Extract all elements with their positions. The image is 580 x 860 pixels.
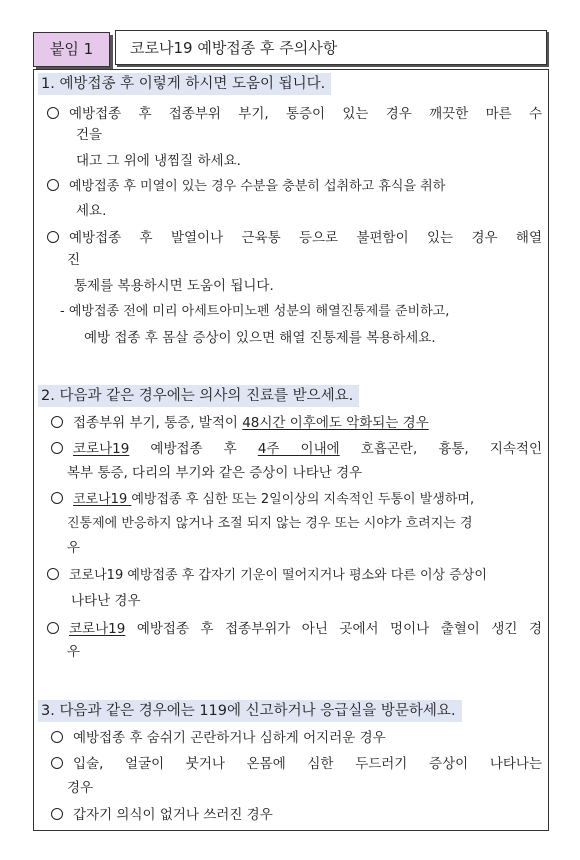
section-1-heading: 1. 예방접종 후 이렇게 하시면 도움이 됩니다.: [38, 73, 331, 95]
circle-bullet-icon: [51, 492, 63, 504]
circle-bullet-icon: [47, 179, 59, 191]
circle-bullet-icon: [51, 808, 63, 820]
sub-item-continuation: 예방 접종 후 몸살 증상이 있으면 해열 진통제를 복용하세요.: [84, 330, 436, 346]
list-item-continuation: 우: [67, 644, 81, 660]
list-item: 갑자기 의식이 없거나 쓰러진 경우: [51, 805, 273, 825]
list-item: 예방접종 후 접종부위 부기, 통증이 있는 경우 깨끗한 마른 수: [34, 104, 550, 124]
list-item-continuation: 경우: [67, 780, 94, 796]
list-item: 입술, 얼굴이 붓거나 온몸에 심한 두드러기 증상이 나타나는: [34, 754, 550, 774]
sub-item: - 예방접종 전에 미리 아세트아미노펜 성분의 해열진통제를 준비하고,: [60, 304, 450, 319]
list-item-continuation: 진: [67, 252, 81, 268]
circle-bullet-icon: [51, 731, 63, 743]
section-3-heading: 3. 다음과 같은 경우에는 119에 신고하거나 응급실을 방문하세요.: [38, 700, 462, 722]
list-item: 예방접종 후 발열이나 근육통 등으로 불편함이 있는 경우 해열: [34, 228, 550, 248]
circle-bullet-icon: [51, 757, 63, 769]
content-box: [33, 69, 549, 831]
list-item-continuation: 복부 통증, 다리의 부기와 같은 증상이 나타난 경우: [67, 465, 363, 481]
circle-bullet-icon: [47, 622, 59, 634]
attachment-tag: 붙임 1: [33, 32, 110, 67]
list-item: 접종부위 부기, 통증, 발적이 48시간 이후에도 악화되는 경우: [51, 413, 429, 433]
list-item-continuation: 우: [67, 540, 81, 556]
list-item: 예방접종 후 숨쉬기 곤란하거나 심하게 어지러운 경우: [51, 728, 386, 748]
list-item-continuation: 건을: [76, 127, 103, 143]
circle-bullet-icon: [47, 568, 59, 580]
document-title: 코로나19 예방접종 후 주의사항: [115, 30, 547, 65]
section-2-heading: 2. 다음과 같은 경우에는 의사의 진료를 받으세요.: [38, 385, 359, 407]
list-item-continuation: 대고 그 위에 냉찜질 하세요.: [76, 153, 241, 169]
circle-bullet-icon: [47, 107, 59, 119]
circle-bullet-icon: [47, 231, 59, 243]
list-item-continuation: 진통제에 반응하지 않거나 조절 되지 않는 경우 또는 시야가 흐려지는 경: [67, 516, 473, 531]
list-item: 코로나19 예방접종 후 접종부위가 아닌 곳에서 멍이나 출혈이 생긴 경: [34, 619, 550, 639]
list-item: 예방접종 후 미열이 있는 경우 수분을 충분히 섭취하고 휴식을 취하: [34, 177, 550, 197]
list-item: 코로나19 예방접종 후 4주 이내에 호흡곤란, 흉통, 지속적인: [34, 439, 550, 459]
list-item: 코로나19 예방접종 후 갑자기 기운이 떨어지거나 평소와 다른 이상 증상이: [47, 566, 487, 586]
circle-bullet-icon: [51, 442, 63, 454]
list-item-continuation: 세요.: [76, 203, 107, 219]
document-header: [33, 30, 549, 67]
list-item-continuation: 나타난 경우: [71, 593, 141, 609]
list-item-continuation: 통제를 복용하시면 도움이 됩니다.: [74, 278, 274, 294]
circle-bullet-icon: [51, 416, 63, 428]
list-item: 코로나19 예방접종 후 심한 또는 2일이상의 지속적인 두통이 발생하며,: [51, 490, 474, 510]
